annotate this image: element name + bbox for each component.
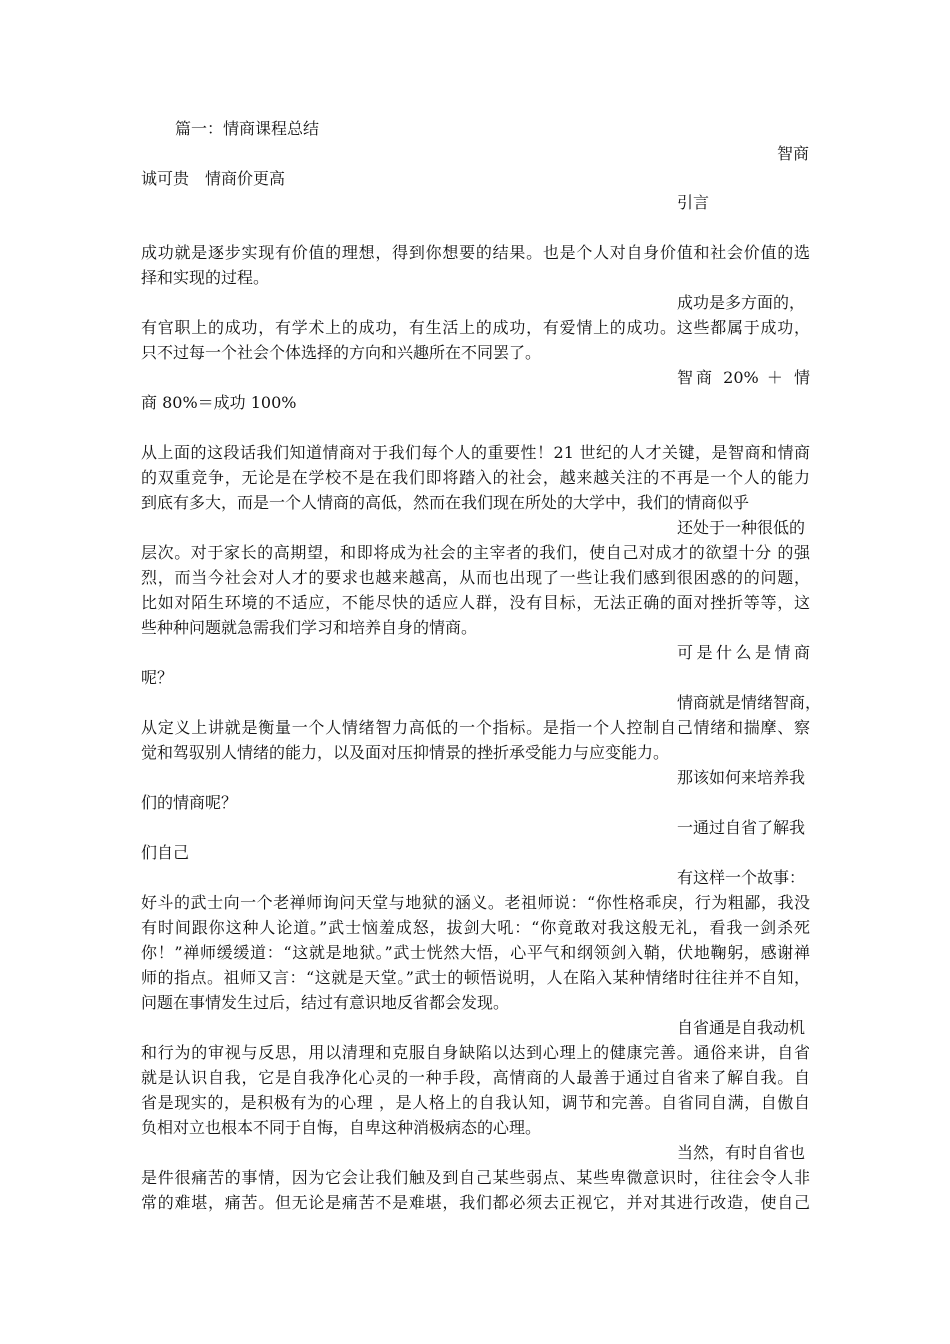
body-line: 是件很痛苦的事情，因为它会让我们触及到自己某些弱点、某些卑微意识时，往往会令人非 (141, 1168, 810, 1187)
question-line-3: 那该如何来培养我 (677, 768, 806, 787)
body-line: 情商就是情绪智商， (677, 693, 822, 712)
body-line: 问题在事情发生过后，结过有意识地反省都会发现。 (141, 993, 510, 1012)
question-line-2: 呢？ (141, 668, 174, 687)
body-line: 有官职上的成功，有学术上的成功，有生活上的成功，有爱情上的成功。这些都属于成功， (141, 318, 810, 337)
body-line: 从上面的这段话我们知道情商对于我们每个人的重要性！21 世纪的人才关键，是智商和情商 (141, 443, 810, 462)
body-line: 层次。对于家长的高期望，和即将成为社会的主宰者的我们，使自己对成才的欲望十分 的强 (141, 543, 810, 562)
body-line: 自省通是自我动机 (677, 1018, 806, 1037)
body-line: 当然，有时自省也 (677, 1143, 806, 1162)
body-line: 师的指点。祖师又言：“这就是天堂。”武士的顿悟说明，人在陷入某种情绪时往往并不自知， (141, 968, 810, 987)
body-line: 有这样一个故事： (677, 868, 806, 887)
body-line: 有时间跟你这种人论道。”武士恼羞成怒，拔剑大吼：“你竟敢对我这般无礼，看我一剑杀死 (141, 918, 810, 937)
section-heading-1: 一通过自省了解我 (677, 818, 806, 837)
body-line: 好斗的武士向一个老禅师询问天堂与地狱的涵义。老祖师说：“你性格乖戾，行为粗鄙，我没 (141, 893, 810, 912)
formula-line-2: 商 80%＝成功 100% (141, 393, 297, 412)
doc-title: 篇一：情商课程总结 (175, 119, 320, 138)
formula-line-1: 智商 20% ＋ 情 (677, 368, 810, 387)
body-line: 你！”禅师缓缓道：“这就是地狱。”武士恍然大悟，心平气和纲领剑入鞘，伏地鞠躬，感谢禅 (141, 943, 810, 962)
subtitle-line-1: 智商 (777, 144, 810, 163)
body-line: 从定义上讲就是衡量一个人情绪智力高低的一个指标。是指一个人控制自己情绪和揣摩、察 (141, 718, 810, 737)
body-line: 比如对陌生环境的不适应，不能尽快的适应人群，没有目标，无法正确的面对挫折等等，这 (141, 593, 810, 612)
body-line: 就是认识自我，它是自我净化心灵的一种手段，高情商的人最善于通过自省来了解自我。自 (141, 1068, 810, 1087)
body-line: 还处于一种很低的 (677, 518, 806, 537)
body-line: 省是现实的，是积极有为的心理 ，是人格上的自我认知，调节和完善。自省同自满，自傲自 (141, 1093, 810, 1112)
body-line: 些种种问题就急需我们学习和培养自身的情商。 (141, 618, 478, 637)
body-line: 择和实现的过程。 (141, 268, 270, 287)
body-line: 只不过每一个社会个体选择的方向和兴趣所在不同罢了。 (141, 343, 542, 362)
section-heading-intro: 引言 (677, 193, 710, 212)
body-line: 的双重竞争，无论是在学校不是在我们即将踏入的社会，越来越关注的不再是一个人的能力 (141, 468, 810, 487)
body-line: 到底有多大，而是一个人情商的高低，然而在我们现在所处的大学中，我们的情商似乎 (141, 493, 750, 512)
question-line-1: 可是什么是情商 (677, 643, 810, 662)
subtitle-line-2: 诚可贵 情商价更高 (141, 169, 286, 188)
body-line: 成功是多方面的， (677, 293, 806, 312)
body-line: 常的难堪，痛苦。但无论是痛苦不是难堪，我们都必须去正视它，并对其进行改造，使自己 (141, 1193, 810, 1212)
body-line: 负相对立也根本不同于自悔，自卑这种消极病态的心理。 (141, 1118, 542, 1137)
section-heading-1-cont: 们自己 (141, 843, 190, 862)
body-line: 成功就是逐步实现有价值的理想，得到你想要的结果。也是个人对自身价值和社会价值的选 (141, 243, 810, 262)
body-line: 烈，而当今社会对人才的要求也越来越高，从而也出现了一些让我们感到很困惑的的问题， (141, 568, 810, 587)
question-line-4: 们的情商呢？ (141, 793, 238, 812)
body-line: 和行为的审视与反思，用以清理和克服自身缺陷以达到心理上的健康完善。通俗来讲，自省 (141, 1043, 810, 1062)
body-line: 觉和驾驭别人情绪的能力，以及面对压抑情景的挫折承受能力与应变能力。 (141, 743, 670, 762)
